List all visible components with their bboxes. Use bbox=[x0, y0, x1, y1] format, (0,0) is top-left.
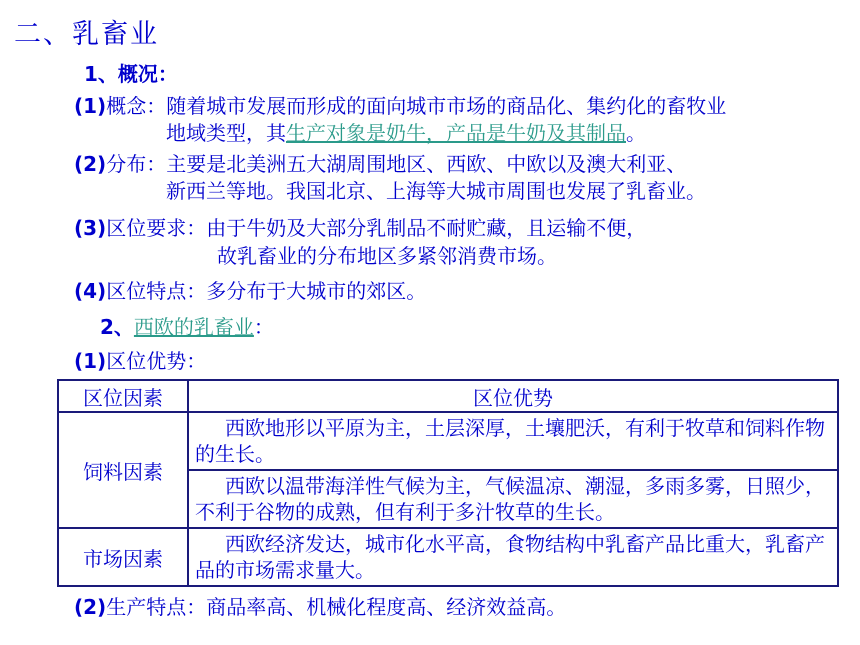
requirement-text-1: 区位要求：由于牛奶及大部分乳制品不耐贮藏，且运输不便， bbox=[106, 216, 647, 240]
market-desc: 西欧经济发达，城市化水平高，食物结构中乳畜产品比重大，乳畜产品的市场需求量大。 bbox=[195, 532, 825, 582]
concept-highlight-link[interactable]: 生产对象是奶牛，产品是牛奶及其制品 bbox=[286, 121, 626, 145]
feed-desc-1-cell bbox=[188, 412, 838, 470]
western-europe-number: 2、 bbox=[100, 315, 134, 339]
feed-desc-2-cell bbox=[188, 470, 838, 528]
advantage-label: 区位优势： bbox=[106, 349, 207, 373]
overview-label-text: 1、概况： bbox=[84, 62, 178, 86]
concept-number: (1) bbox=[74, 94, 107, 118]
requirement-line-1 bbox=[74, 215, 646, 241]
overview-label bbox=[84, 61, 178, 87]
concept-text-1: 概念：随着城市发展而形成的面向城市市场的商品化、集约化的畜牧业 bbox=[106, 94, 727, 118]
production-number: (2) bbox=[74, 595, 107, 619]
distribution-line-2 bbox=[166, 178, 706, 204]
distribution-line-1 bbox=[74, 151, 686, 177]
requirement-number: (3) bbox=[74, 216, 107, 240]
feature-text: 区位特点：多分布于大城市的郊区。 bbox=[106, 279, 427, 303]
requirement-text-2: 故乳畜业的分布地区多紧邻消费市场。 bbox=[217, 244, 557, 268]
table-row bbox=[58, 528, 838, 586]
location-advantage-table bbox=[57, 379, 839, 587]
distribution-text-2: 新西兰等地。我国北京、上海等大城市周围也发展了乳畜业。 bbox=[166, 179, 706, 203]
production-line bbox=[74, 594, 566, 620]
distribution-text-1: 分布：主要是北美洲五大湖周围地区、西欧、中欧以及澳大利亚、 bbox=[106, 152, 687, 176]
advantage-number: (1) bbox=[74, 349, 107, 373]
header-advantage: 区位优势 bbox=[188, 380, 838, 412]
table-header-row bbox=[58, 380, 838, 412]
concept-line-1 bbox=[74, 93, 726, 119]
feed-desc-2: 西欧以温带海洋性气候为主，气候温凉、潮湿，多雨多雾，日照少，不利于谷物的成熟，但有利于多汁牧草的生长。 bbox=[195, 474, 825, 524]
market-desc-cell bbox=[188, 528, 838, 586]
feature-line bbox=[74, 278, 426, 304]
table-row bbox=[58, 412, 838, 470]
concept-text-2-post: 。 bbox=[626, 121, 646, 145]
feature-number: (4) bbox=[74, 279, 107, 303]
concept-text-2-pre: 地域类型，其 bbox=[166, 121, 286, 145]
section-heading: 二、乳畜业 bbox=[14, 19, 159, 50]
distribution-number: (2) bbox=[74, 152, 107, 176]
feed-desc-1: 西欧地形以平原为主，土层深厚，土壤肥沃，有利于牧草和饲料作物的生长。 bbox=[195, 416, 825, 466]
production-text: 生产特点：商品率高、机械化程度高、经济效益高。 bbox=[106, 595, 567, 619]
western-europe-heading bbox=[100, 314, 274, 340]
requirement-line-2 bbox=[217, 243, 557, 269]
concept-line-2 bbox=[166, 120, 646, 146]
advantage-heading bbox=[74, 348, 206, 374]
factor-feed: 饲料因素 bbox=[58, 412, 188, 528]
western-europe-colon: ： bbox=[253, 315, 274, 339]
factor-market: 市场因素 bbox=[58, 528, 188, 586]
header-factor: 区位因素 bbox=[58, 380, 188, 412]
western-europe-link[interactable]: 西欧的乳畜业 bbox=[133, 315, 254, 339]
